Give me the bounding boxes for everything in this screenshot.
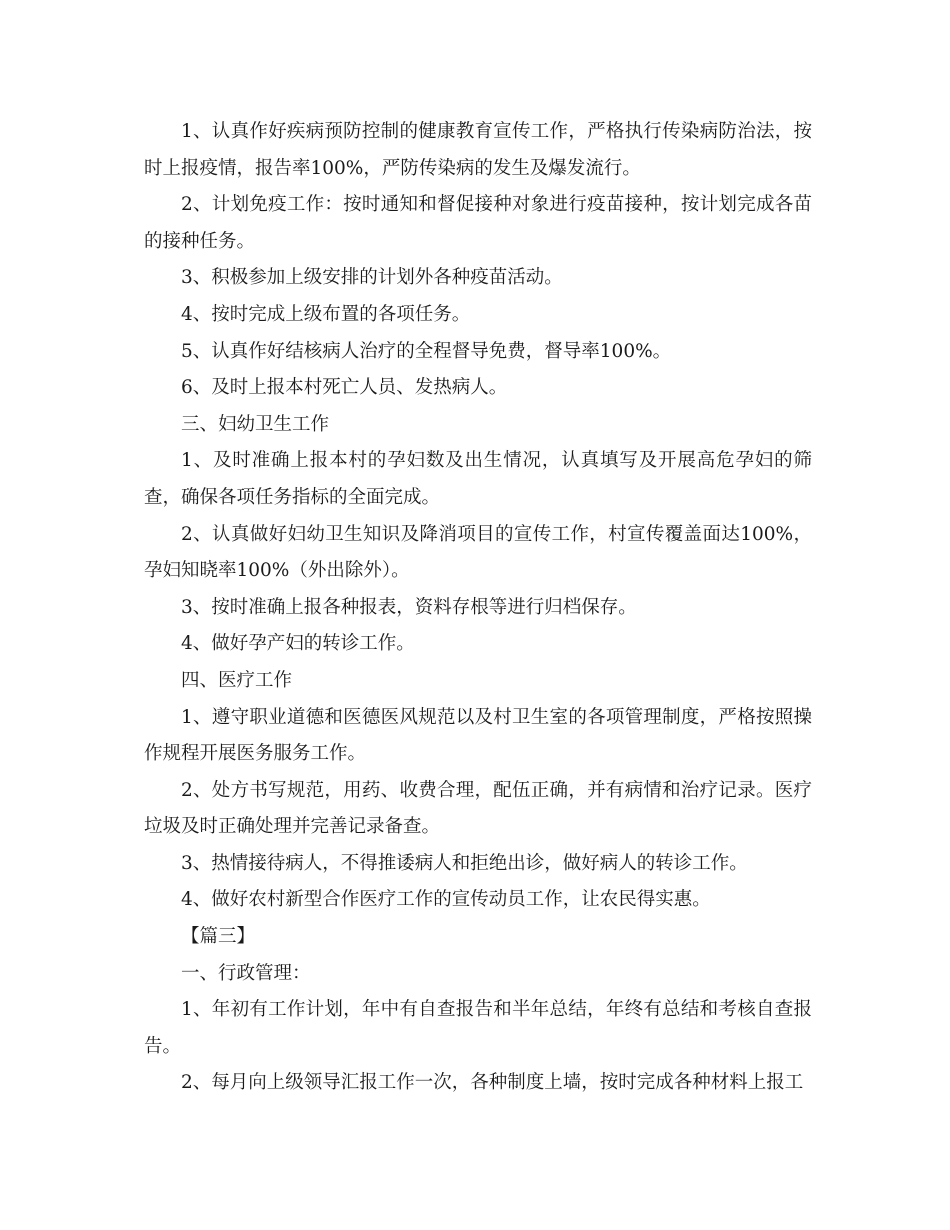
section-heading-administration: 一、行政管理：: [181, 962, 311, 984]
section-heading-part-three: 【篇三】: [181, 926, 256, 948]
paragraph-pregnancy-reporting: 1、及时准确上报本村的孕妇数及出生情况，认真填写及开展高危孕妇的筛查，确保各项任务指标的全面完成。: [144, 450, 812, 508]
paragraph-disease-control-education: 1、认真作好疾病预防控制的健康教育宣传工作，严格执行传染病防治法，按时上报疫情，报告率100%，严防传染病的发生及爆发流行。: [144, 121, 812, 179]
paragraph-monthly-reporting: 2、每月向上级领导汇报工作一次，各种制度上墙，按时完成各种材料上报工: [181, 1072, 804, 1094]
paragraph-report-deaths-fever: 6、及时上报本村死亡人员、发热病人。: [181, 377, 508, 399]
paragraph-extra-vaccine-activities: 3、积极参加上级安排的计划外各种疫苗活动。: [181, 267, 563, 289]
paragraph-complete-tasks: 4、按时完成上级布置的各项任务。: [181, 303, 471, 325]
paragraph-immunization-plan: 2、计划免疫工作：按时通知和督促接种对象进行疫苗接种，按计划完成各苗的接种任务。: [144, 194, 812, 252]
paragraph-patient-reception: 3、热情接待病人，不得推诿病人和拒绝出诊，做好病人的转诊工作。: [181, 852, 748, 874]
paragraph-cooperative-medical-promotion: 4、做好农村新型合作医疗工作的宣传动员工作，让农民得实惠。: [181, 889, 711, 911]
document-body: [144, 114, 812, 1102]
paragraph-tuberculosis-supervision: 5、认真作好结核病人治疗的全程督导免费，督导率100%。: [181, 340, 672, 362]
paragraph-prescription-standards: 2、处方书写规范，用药、收费合理，配伍正确，并有病情和治疗记录。医疗垃圾及时正确处理并完善记录备查。: [144, 779, 812, 838]
paragraph-health-knowledge-promotion: 2、认真做好妇幼卫生知识及降消项目的宣传工作，村宣传覆盖面达100%，孕妇知晓率100%（外出除外）。: [144, 523, 812, 582]
paragraph-report-archiving: 3、按时准确上报各种报表，资料存根等进行归档保存。: [181, 596, 637, 618]
paragraph-work-plan-reports: 1、年初有工作计划，年中有自查报告和半年总结，年终有总结和考核自查报告。: [144, 999, 812, 1057]
paragraph-maternal-referral: 4、做好孕产妇的转诊工作。: [181, 633, 415, 655]
section-heading-maternal-child-health: 三、妇幼卫生工作: [181, 413, 330, 435]
section-heading-medical-work: 四、医疗工作: [181, 669, 293, 691]
paragraph-professional-ethics: 1、遵守职业道德和医德医风规范以及村卫生室的各项管理制度，严格按照操作规程开展医务服务工作。: [144, 706, 812, 765]
